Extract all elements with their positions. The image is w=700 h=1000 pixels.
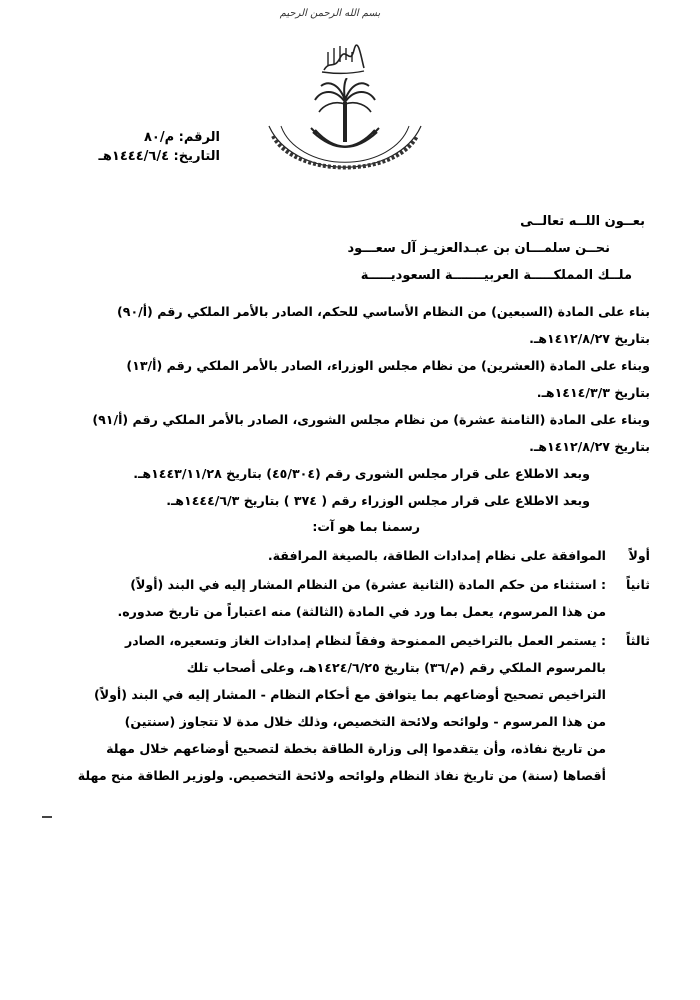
whereas-line: بتاريخ ١٤١٢/٨/٢٧هـ. <box>529 439 650 454</box>
article-line: من هذا المرسوم - ولوائحه ولائحة التخصيص، وذلك خلال مدة لا تتجاوز (سنتين) <box>124 714 606 729</box>
decree-date: التاريخ: ١٤٤٤/٦/٤هـ <box>98 149 220 164</box>
resolution-phrase: رسمنا بما هو آت: <box>312 519 420 534</box>
article-first <box>40 542 650 569</box>
article-label: أولاً <box>628 548 650 563</box>
reference-block <box>60 128 220 166</box>
opening-invocation: بعــون اللــه تعالــى <box>520 214 645 229</box>
whereas-line: وبناء على المادة (العشرين) من نظام مجلس الوزراء، الصادر بالأمر الملكي رقم (أ/١٣) <box>126 358 650 373</box>
basmala-calligraphy: بسم الله الرحمن الرحيم <box>279 8 381 19</box>
review-cabinet: وبعد الاطلاع على قرار مجلس الوزراء رقم ( ٣٧٤ ) بتاريخ ١٤٤٤/٦/٣هـ. <box>166 493 590 508</box>
king-title: ملــك المملكـــــة العربيـــــــة السعوديـــــة <box>360 268 632 283</box>
article-line: : استثناء من حكم المادة (الثانية عشرة) من النظام المشار إليه في البند (أولاً) <box>130 577 606 592</box>
article-text <box>40 571 606 625</box>
saudi-emblem-icon <box>255 78 435 198</box>
decree-number: الرقم: م/٨٠ <box>143 130 220 145</box>
decree-body <box>40 212 650 789</box>
whereas-line: وبناء على المادة (الثامنة عشرة) من نظام مجلس الشورى، الصادر بالأمر الملكي رقم (أ/٩١) <box>92 412 650 427</box>
shahada-calligraphy-icon <box>318 40 368 76</box>
whereas-line: بناء على المادة (السبعين) من النظام الأساسي للحكم، الصادر بالأمر الملكي رقم (أ/٩٠) <box>117 304 650 319</box>
king-name: نحــن سلمـــان بن عبـدالعزيـز آل سعـــود <box>347 241 610 256</box>
review-shura: وبعد الاطلاع على قرار مجلس الشورى رقم (٤٥/٣٠٤) بتاريخ ١٤٤٣/١١/٢٨هـ. <box>133 466 590 481</box>
article-text <box>40 542 606 569</box>
article-label: ثالثاً <box>625 633 650 648</box>
article-line: : يستمر العمل بالتراخيص الممنوحة وفقاً لنظام إمدادات الغاز وتسعيره، الصادر <box>124 633 606 648</box>
page-mark <box>42 816 52 818</box>
whereas-clause <box>40 352 650 406</box>
article-third <box>40 627 650 789</box>
whereas-clause <box>40 406 650 460</box>
article-line: التراخيص تصحيح أوضاعهم بما يتوافق مع أحكام النظام - المشار إليه في البند (أولاً) <box>93 687 606 702</box>
article-second <box>40 571 650 625</box>
article-label: ثانياً <box>625 577 650 592</box>
article-line: من تاريخ نفاذه، وأن يتقدموا إلى وزارة الطاقة بخطة لتصحيح أوضاعهم خلال مهلة <box>106 741 606 756</box>
article-line: الموافقة على نظام إمدادات الطاقة، بالصيغة المرافقة. <box>267 548 606 563</box>
article-line: أقصاها (سنة) من تاريخ نفاذ النظام ولوائحه ولائحة التخصيص. ولوزير الطاقة منح مهلة <box>77 768 606 783</box>
article-line: من هذا المرسوم، يعمل بما ورد في المادة (الثالثة) منه اعتباراً من تاريخ صدوره. <box>117 604 606 619</box>
whereas-line: بتاريخ ١٤١٢/٨/٢٧هـ. <box>529 331 650 346</box>
article-line: بالمرسوم الملكي رقم (م/٣٦) بتاريخ ١٤٢٤/٦/٢٥هـ، وعلى أصحاب تلك <box>186 660 606 675</box>
article-text <box>40 627 606 789</box>
whereas-clause <box>40 298 650 352</box>
whereas-line: بتاريخ ١٤١٤/٣/٣هـ. <box>536 385 650 400</box>
